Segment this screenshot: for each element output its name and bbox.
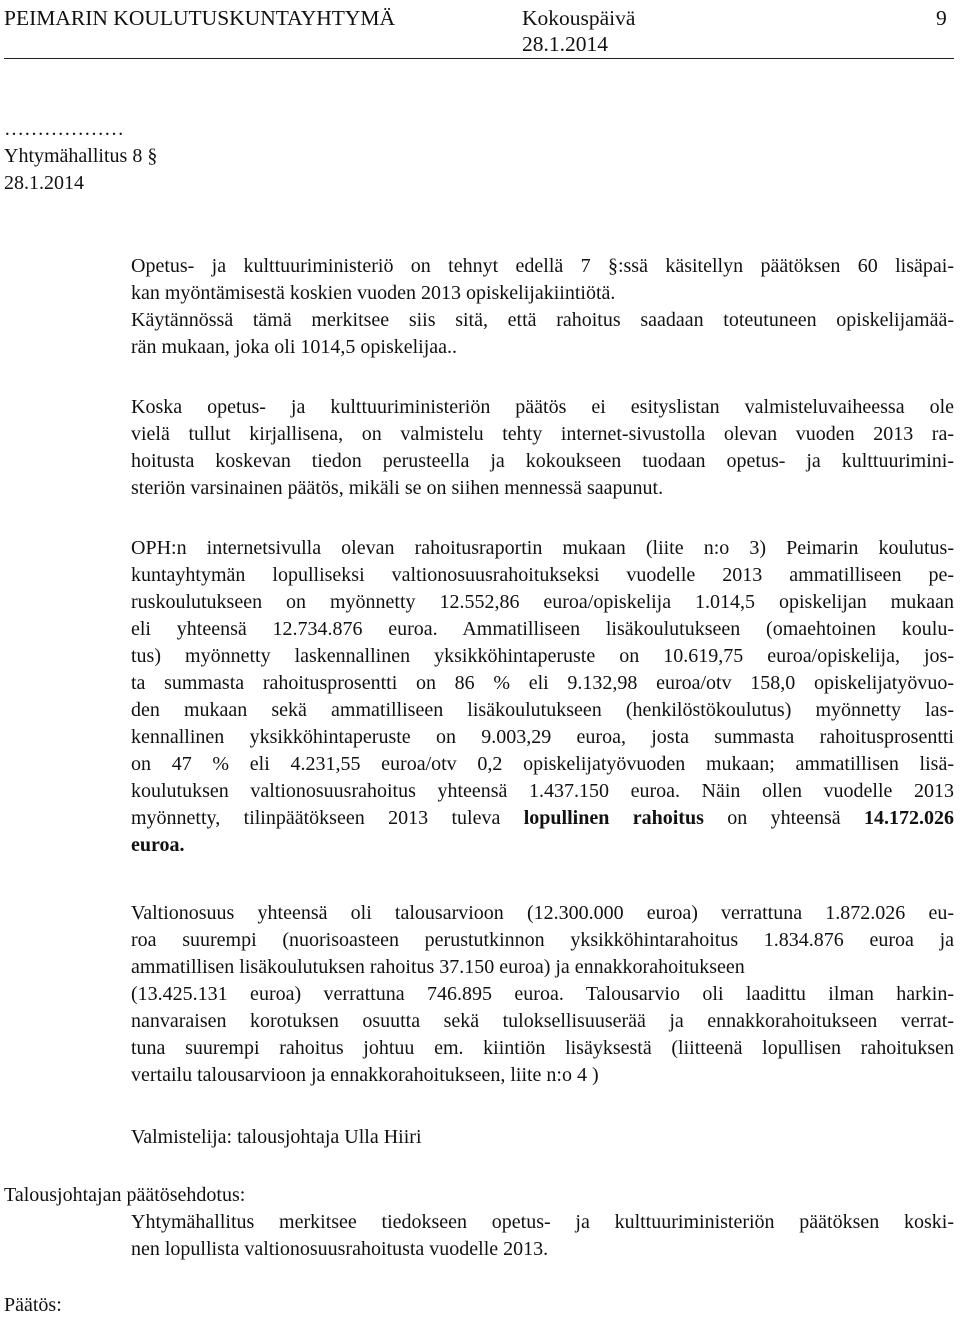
paragraph-budget-comparison [131, 900, 954, 1089]
text-line: vertailu talousarvioon ja ennakkorahoitukseen, liite n:o 4 ) [131, 1064, 599, 1086]
paragraph-ministry-decision [131, 253, 954, 361]
text-line: rän mukaan, joka oli 1014,5 opiskelijaa.. [131, 336, 458, 358]
text-line: Valtionosuus yhteensä oli talousarvioon (12.300.000 euroa) verrattuna 1.872.026 eu- [131, 902, 954, 924]
text-line: Yhtymähallitus merkitsee tiedokseen opetus- ja kulttuuriministeriön päätöksen koski- [131, 1211, 954, 1233]
text-line: roa suurempi (nuorisoasteen perustutkinnon yksikköhintarahoitus 1.834.876 euroa ja [131, 929, 954, 951]
text-line: tuna suurempi rahoitus johtuu em. kiintiön lisäyksestä (liitteenä lopullisen rahoituksen [131, 1037, 954, 1059]
text-fragment: myönnetty, tilinpäätökseen 2013 tuleva [131, 807, 501, 829]
decision-label: Päätös: [4, 1294, 62, 1316]
text-line: tus) myönnetty laskennallinen yksikköhintaperuste on 10.619,75 euroa/opiskelija, jos- [131, 645, 954, 667]
paragraph-funding-report [131, 535, 954, 859]
text-line: eli yhteensä 12.734.876 euroa. Ammatilliseen lisäkoulutukseen (omaehtoinen koulu- [131, 618, 954, 640]
text-line: koulutuksen valtionosuusrahoitus yhteensä 1.437.150 euroa. Näin ollen vuodelle 2013 [131, 780, 954, 802]
meeting-label: Kokouspäivä [522, 6, 636, 30]
text-line-final-amount [131, 805, 954, 832]
text-fragment: on yhteensä [727, 807, 841, 829]
paragraph-preparation-note [131, 394, 954, 502]
text-line: nanvaraisen korotuksen osuutta sekä tuloksellisuuserää ja ennakkorahoitukseen verrat- [131, 1010, 954, 1032]
final-funding-label: lopullinen rahoitus [523, 807, 704, 829]
header-divider [4, 58, 954, 59]
proposal-text [131, 1209, 954, 1263]
text-line: steriön varsinainen päätös, mikäli se on siihen mennessä saapunut. [131, 477, 664, 499]
page-number: 9 [936, 6, 947, 30]
text-line: hoitusta koskevan tiedon perusteella ja kokoukseen tuodaan opetus- ja kulttuurimini- [131, 450, 954, 472]
section-date: 28.1.2014 [4, 172, 84, 194]
text-line: kuntayhtymän lopulliseksi valtionosuusrahoitukseksi vuodelle 2013 ammatilliseen pe- [131, 564, 954, 586]
proposal-label: Talousjohtajan päätösehdotus: [4, 1184, 246, 1206]
text-line: Koska opetus- ja kulttuuriministeriön päätös ei esityslistan valmisteluvaiheessa ole [131, 396, 954, 418]
text-line: kan myöntämisestä koskien vuoden 2013 opiskelijakiintiötä. [131, 282, 616, 304]
preparer [131, 1124, 954, 1151]
meeting-date: 28.1.2014 [522, 32, 608, 56]
section-dots: ……………… [4, 118, 124, 140]
text-line: nen lopullista valtionosuusrahoitusta vuodelle 2013. [131, 1238, 549, 1260]
text-line: Opetus- ja kulttuuriministeriö on tehnyt edellä 7 §:ssä käsitellyn päätöksen 60 lisäpai- [131, 255, 954, 277]
text-line [131, 832, 954, 859]
text-line: den mukaan sekä ammatilliseen lisäkoulutukseen (henkilöstökoulutus) myönnetty las- [131, 699, 954, 721]
organization-name: PEIMARIN KOULUTUSKUNTAYHTYMÄ [4, 6, 396, 30]
text-line: ta summasta rahoitusprosentti on 86 % eli 9.132,98 euroa/otv 158,0 opiskelijatyövuo- [131, 672, 954, 694]
text-line: on 47 % eli 4.231,55 euroa/otv 0,2 opiskelijatyövuoden mukaan; ammatillisen lisä- [131, 753, 954, 775]
text-line: ammatillisen lisäkoulutuksen rahoitus 37.150 euroa) ja ennakkorahoitukseen [131, 956, 745, 978]
final-funding-currency: euroa. [131, 834, 185, 856]
text-line: OPH:n internetsivulla olevan rahoitusraportin mukaan (liite n:o 3) Peimarin koulutus- [131, 537, 954, 559]
text-line: (13.425.131 euroa) verrattuna 746.895 euroa. Talousarvio oli laadittu ilman harkin- [131, 983, 954, 1005]
section-board: Yhtymähallitus 8 § [4, 145, 158, 167]
text-line: ruskoulutukseen on myönnetty 12.552,86 euroa/opiskelija 1.014,5 opiskelijan mukaan [131, 591, 954, 613]
final-funding-amount: 14.172.026 [864, 807, 954, 829]
preparer-text: Valmistelija: talousjohtaja Ulla Hiiri [131, 1126, 422, 1148]
text-line: vielä tullut kirjallisena, on valmistelu tehty internet-sivustolla olevan vuoden 2013 ra- [131, 423, 954, 445]
text-line: Käytännössä tämä merkitsee siis sitä, että rahoitus saadaan toteutuneen opiskelijamää- [131, 309, 954, 331]
text-line: kennallinen yksikköhintaperuste on 9.003,29 euroa, josta summasta rahoitusprosentti [131, 726, 954, 748]
